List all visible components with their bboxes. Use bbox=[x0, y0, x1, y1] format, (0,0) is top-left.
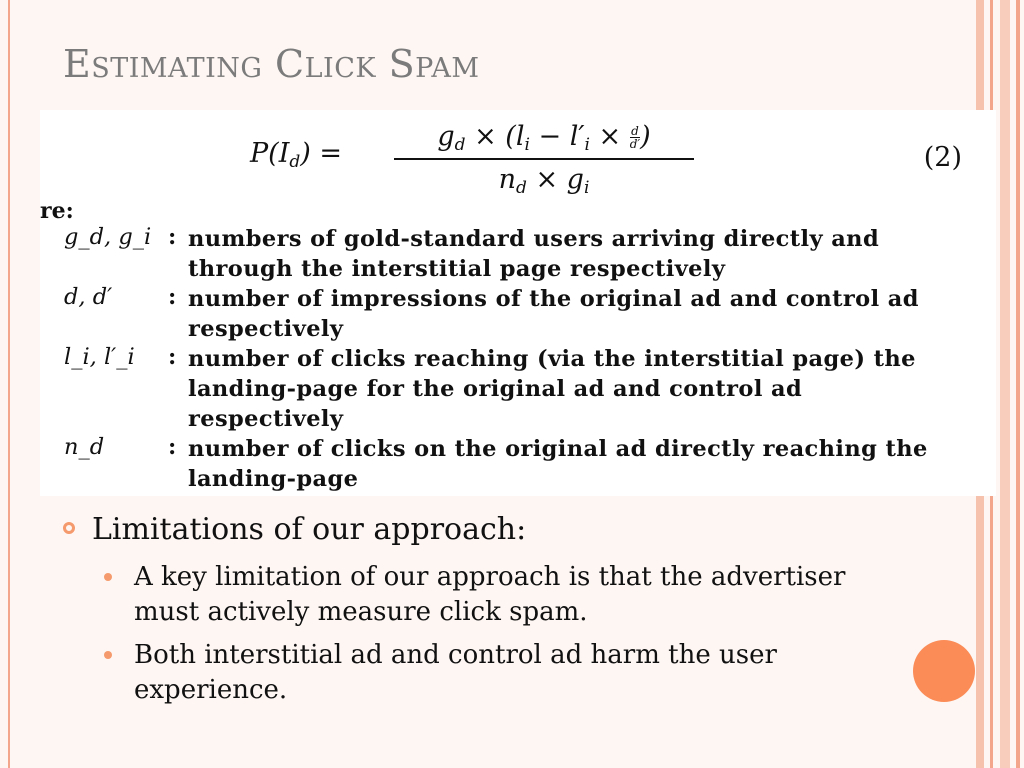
left-border-line bbox=[8, 0, 10, 768]
definition-colon: : bbox=[168, 284, 177, 310]
num-minus: − l′ bbox=[529, 121, 585, 152]
ring-bullet-icon bbox=[63, 522, 75, 534]
decorative-circle bbox=[913, 640, 975, 702]
den-g-sub: i bbox=[583, 178, 590, 198]
definition-text: number of impressions of the original ad and control ad respectively bbox=[188, 286, 919, 342]
num-times: × bbox=[589, 121, 630, 152]
definition-symbol: d, d′ bbox=[64, 284, 113, 310]
inner-fraction bbox=[630, 125, 640, 150]
definition-text: number of clicks reaching (via the interstitial page) the landing-page for the original ad and control ad respectively bbox=[188, 346, 916, 432]
definition-symbol: g_d, g_i bbox=[64, 224, 152, 250]
dot-bullet-icon bbox=[104, 573, 112, 581]
num-lp-sub: i bbox=[584, 135, 590, 155]
sub-bullet-text: Both interstitial ad and control ad harm the user experience. bbox=[134, 640, 777, 705]
equation-number: (2) bbox=[923, 142, 962, 173]
den-n-sub: d bbox=[515, 178, 527, 198]
definition-colon: : bbox=[168, 344, 177, 370]
equation-fraction bbox=[394, 118, 694, 198]
definition-symbol: l_i, l′_i bbox=[64, 344, 135, 370]
den-n: n bbox=[498, 164, 516, 195]
main-bullet-text: Limitations of our approach: bbox=[92, 512, 527, 547]
sub-bullet-text: A key limitation of our approach is that the advertiser must actively measure click spam. bbox=[134, 562, 846, 627]
num-l-sub: i bbox=[524, 135, 530, 155]
equation-lhs bbox=[250, 138, 342, 172]
dot-bullet-icon bbox=[104, 651, 112, 659]
lhs-text: P(I bbox=[250, 138, 290, 169]
den-mid: × g bbox=[526, 164, 584, 195]
lhs-close: ) = bbox=[300, 138, 343, 169]
definition-colon: : bbox=[168, 434, 177, 460]
num-close: ) bbox=[640, 121, 651, 152]
lhs-subscript: d bbox=[289, 152, 301, 172]
slide-title: Estimating Click Spam bbox=[63, 42, 480, 86]
inner-frac-bottom: d′ bbox=[629, 137, 641, 151]
inner-frac-top: d bbox=[631, 124, 639, 138]
equation bbox=[250, 118, 970, 198]
equation-numerator bbox=[394, 118, 694, 156]
where-label: re: bbox=[40, 198, 74, 224]
definition-text: numbers of gold-standard users arriving directly and through the interstitial page respectively bbox=[188, 226, 880, 282]
equation-denominator bbox=[394, 162, 694, 198]
num-mid: × (l bbox=[465, 121, 525, 152]
definition-text: number of clicks on the original ad directly reaching the landing-page bbox=[188, 436, 928, 492]
definition-symbol: n_d bbox=[64, 434, 105, 460]
definition-colon: : bbox=[168, 224, 177, 250]
num-g: g bbox=[437, 121, 455, 152]
fraction-bar bbox=[394, 158, 694, 160]
num-g-sub: d bbox=[454, 135, 466, 155]
